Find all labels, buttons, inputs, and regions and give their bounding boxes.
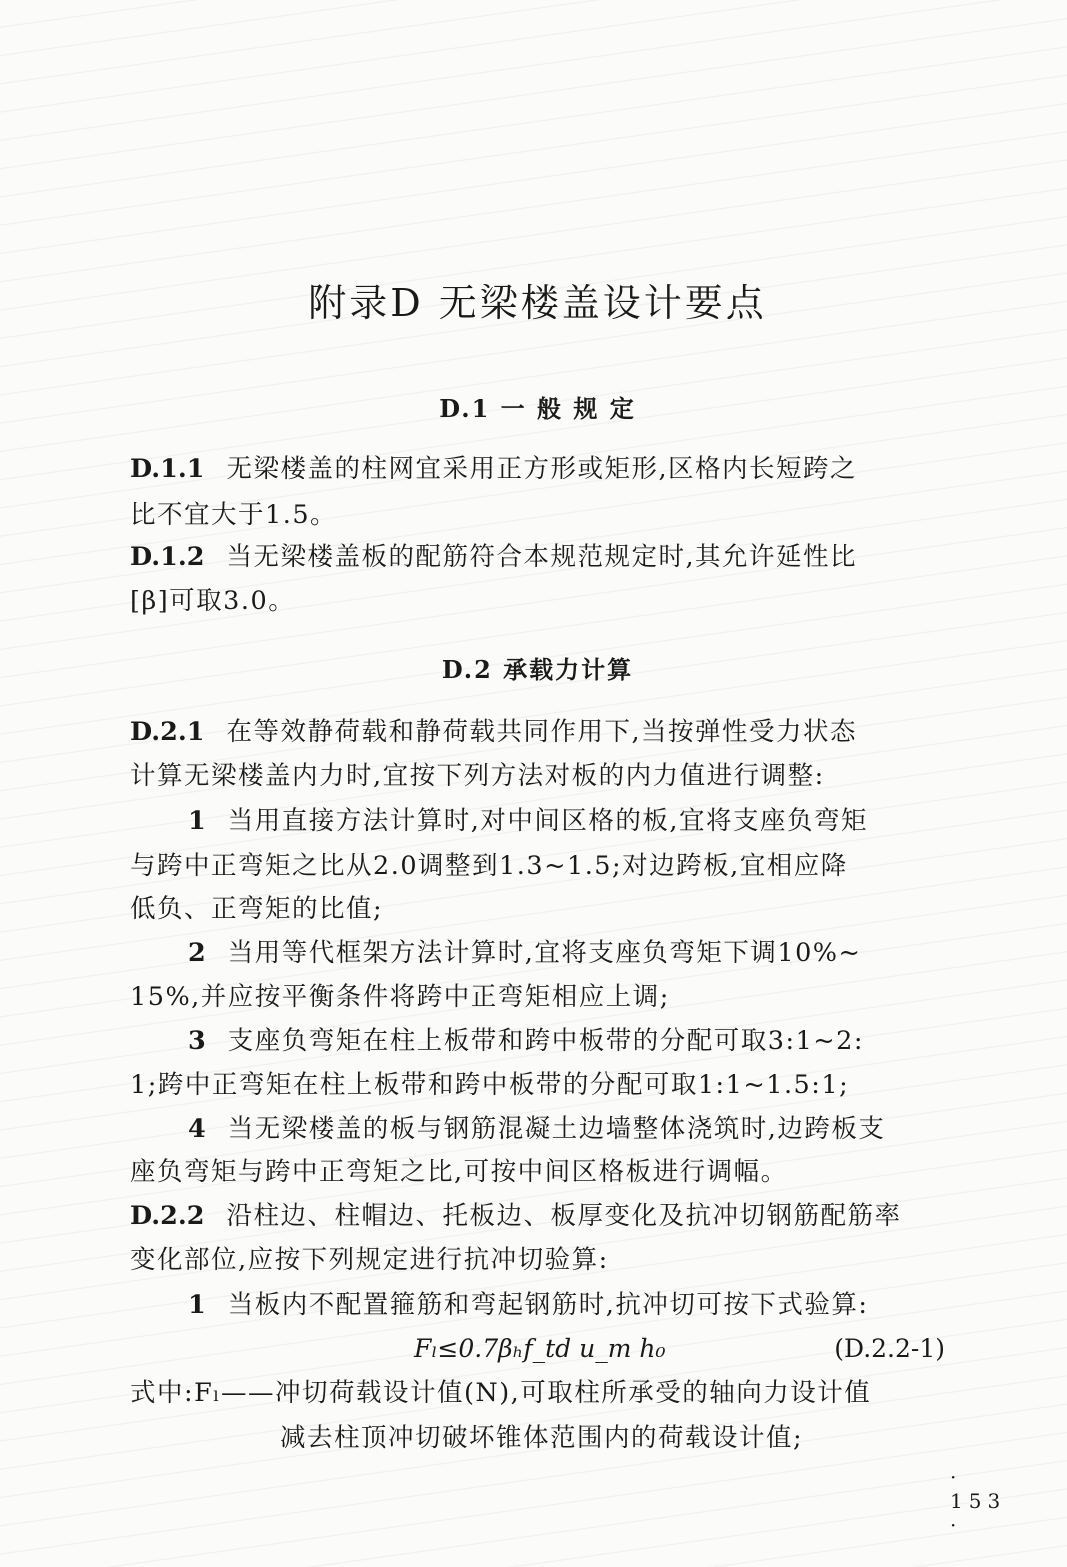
clause-text: 沿柱边、柱帽边、托板边、板厚变化及抗冲切钢筋配筋率	[226, 1201, 902, 1231]
item-text: 当用等代框架方法计算时,宜将支座负弯矩下调10%~	[227, 938, 862, 968]
clause-number: D.1.1	[130, 454, 205, 484]
item-text: 当用直接方法计算时,对中间区格的板,宜将支座负弯矩	[227, 806, 868, 836]
item-2-line2: 15%,并应按平衡条件将跨中正弯矩相应上调;	[130, 982, 670, 1012]
item-number: 3	[188, 1026, 206, 1056]
item-1-line3: 低负、正弯矩的比值;	[130, 894, 384, 924]
where-line1: 式中:Fₗ——冲切荷载设计值(N),可取柱所承受的轴向力设计值	[130, 1378, 872, 1408]
item-4-line2: 座负弯矩与跨中正弯矩之比,可按中间区格板进行调幅。	[130, 1157, 788, 1187]
item-4-line1	[188, 1112, 945, 1146]
item-1-line2: 与跨中正弯矩之比从2.0调整到1.3~1.5;对边跨板,宜相应降	[130, 851, 848, 881]
clause-d221-line1	[130, 715, 945, 749]
clause-d222-line1	[130, 1199, 945, 1233]
clause-number: D.2.1	[130, 717, 205, 747]
section-heading-d2: D.2 承载力计算	[441, 655, 634, 684]
item-number: 1	[188, 806, 206, 836]
item-text: 支座负弯矩在柱上板带和跨中板带的分配可取3:1~2:	[227, 1026, 864, 1056]
formula-d222-1: Fₗ≤0.7βₕf_td u_m h₀	[414, 1334, 666, 1363]
clause-d112-line1	[130, 540, 945, 574]
item-text: 当无梁楼盖的板与钢筋混凝土边墙整体浇筑时,边跨板支	[227, 1114, 886, 1144]
item-number: 1	[188, 1290, 206, 1320]
clause-d111-line2: 比不宜大于1.5。	[130, 500, 338, 530]
clause-text: 在等效静荷载和静荷载共同作用下,当按弹性受力状态	[226, 717, 858, 747]
clause-number: D.1.2	[130, 542, 205, 572]
where-line2: 减去柱顶冲切破坏锥体范围内的荷载设计值;	[280, 1423, 804, 1453]
item-3-line2: 1;跨中正弯矩在柱上板带和跨中板带的分配可取1:1~1.5:1;	[130, 1070, 850, 1100]
item-text: 当板内不配置箍筋和弯起钢筋时,抗冲切可按下式验算:	[227, 1290, 869, 1320]
section-heading-d1: D.1 一 般 规 定	[439, 394, 636, 423]
item-number: 4	[188, 1114, 206, 1144]
formula-number: (D.2.2-1)	[834, 1334, 945, 1363]
clause-d221-line2: 计算无梁楼盖内力时,宜按下列方法对板的内力值进行调整:	[130, 761, 825, 791]
item-number: 2	[188, 938, 206, 968]
clause-d111-line1	[130, 452, 945, 486]
clause-number: D.2.2	[130, 1201, 205, 1231]
clause-text: 当无梁楼盖板的配筋符合本规范规定时,其允许延性比	[226, 542, 858, 572]
d222-item-1	[188, 1288, 945, 1322]
clause-d112-line2: [β]可取3.0。	[130, 586, 296, 616]
page-number: · 153 ·	[950, 1465, 1007, 1537]
item-3-line1	[188, 1024, 945, 1058]
clause-d222-line2: 变化部位,应按下列规定进行抗冲切验算:	[130, 1245, 609, 1275]
appendix-title: 附录D 无梁楼盖设计要点	[308, 281, 767, 325]
item-2-line1	[188, 936, 945, 970]
clause-text: 无梁楼盖的柱网宜采用正方形或矩形,区格内长短跨之	[226, 454, 858, 484]
item-1-line1	[188, 804, 945, 838]
